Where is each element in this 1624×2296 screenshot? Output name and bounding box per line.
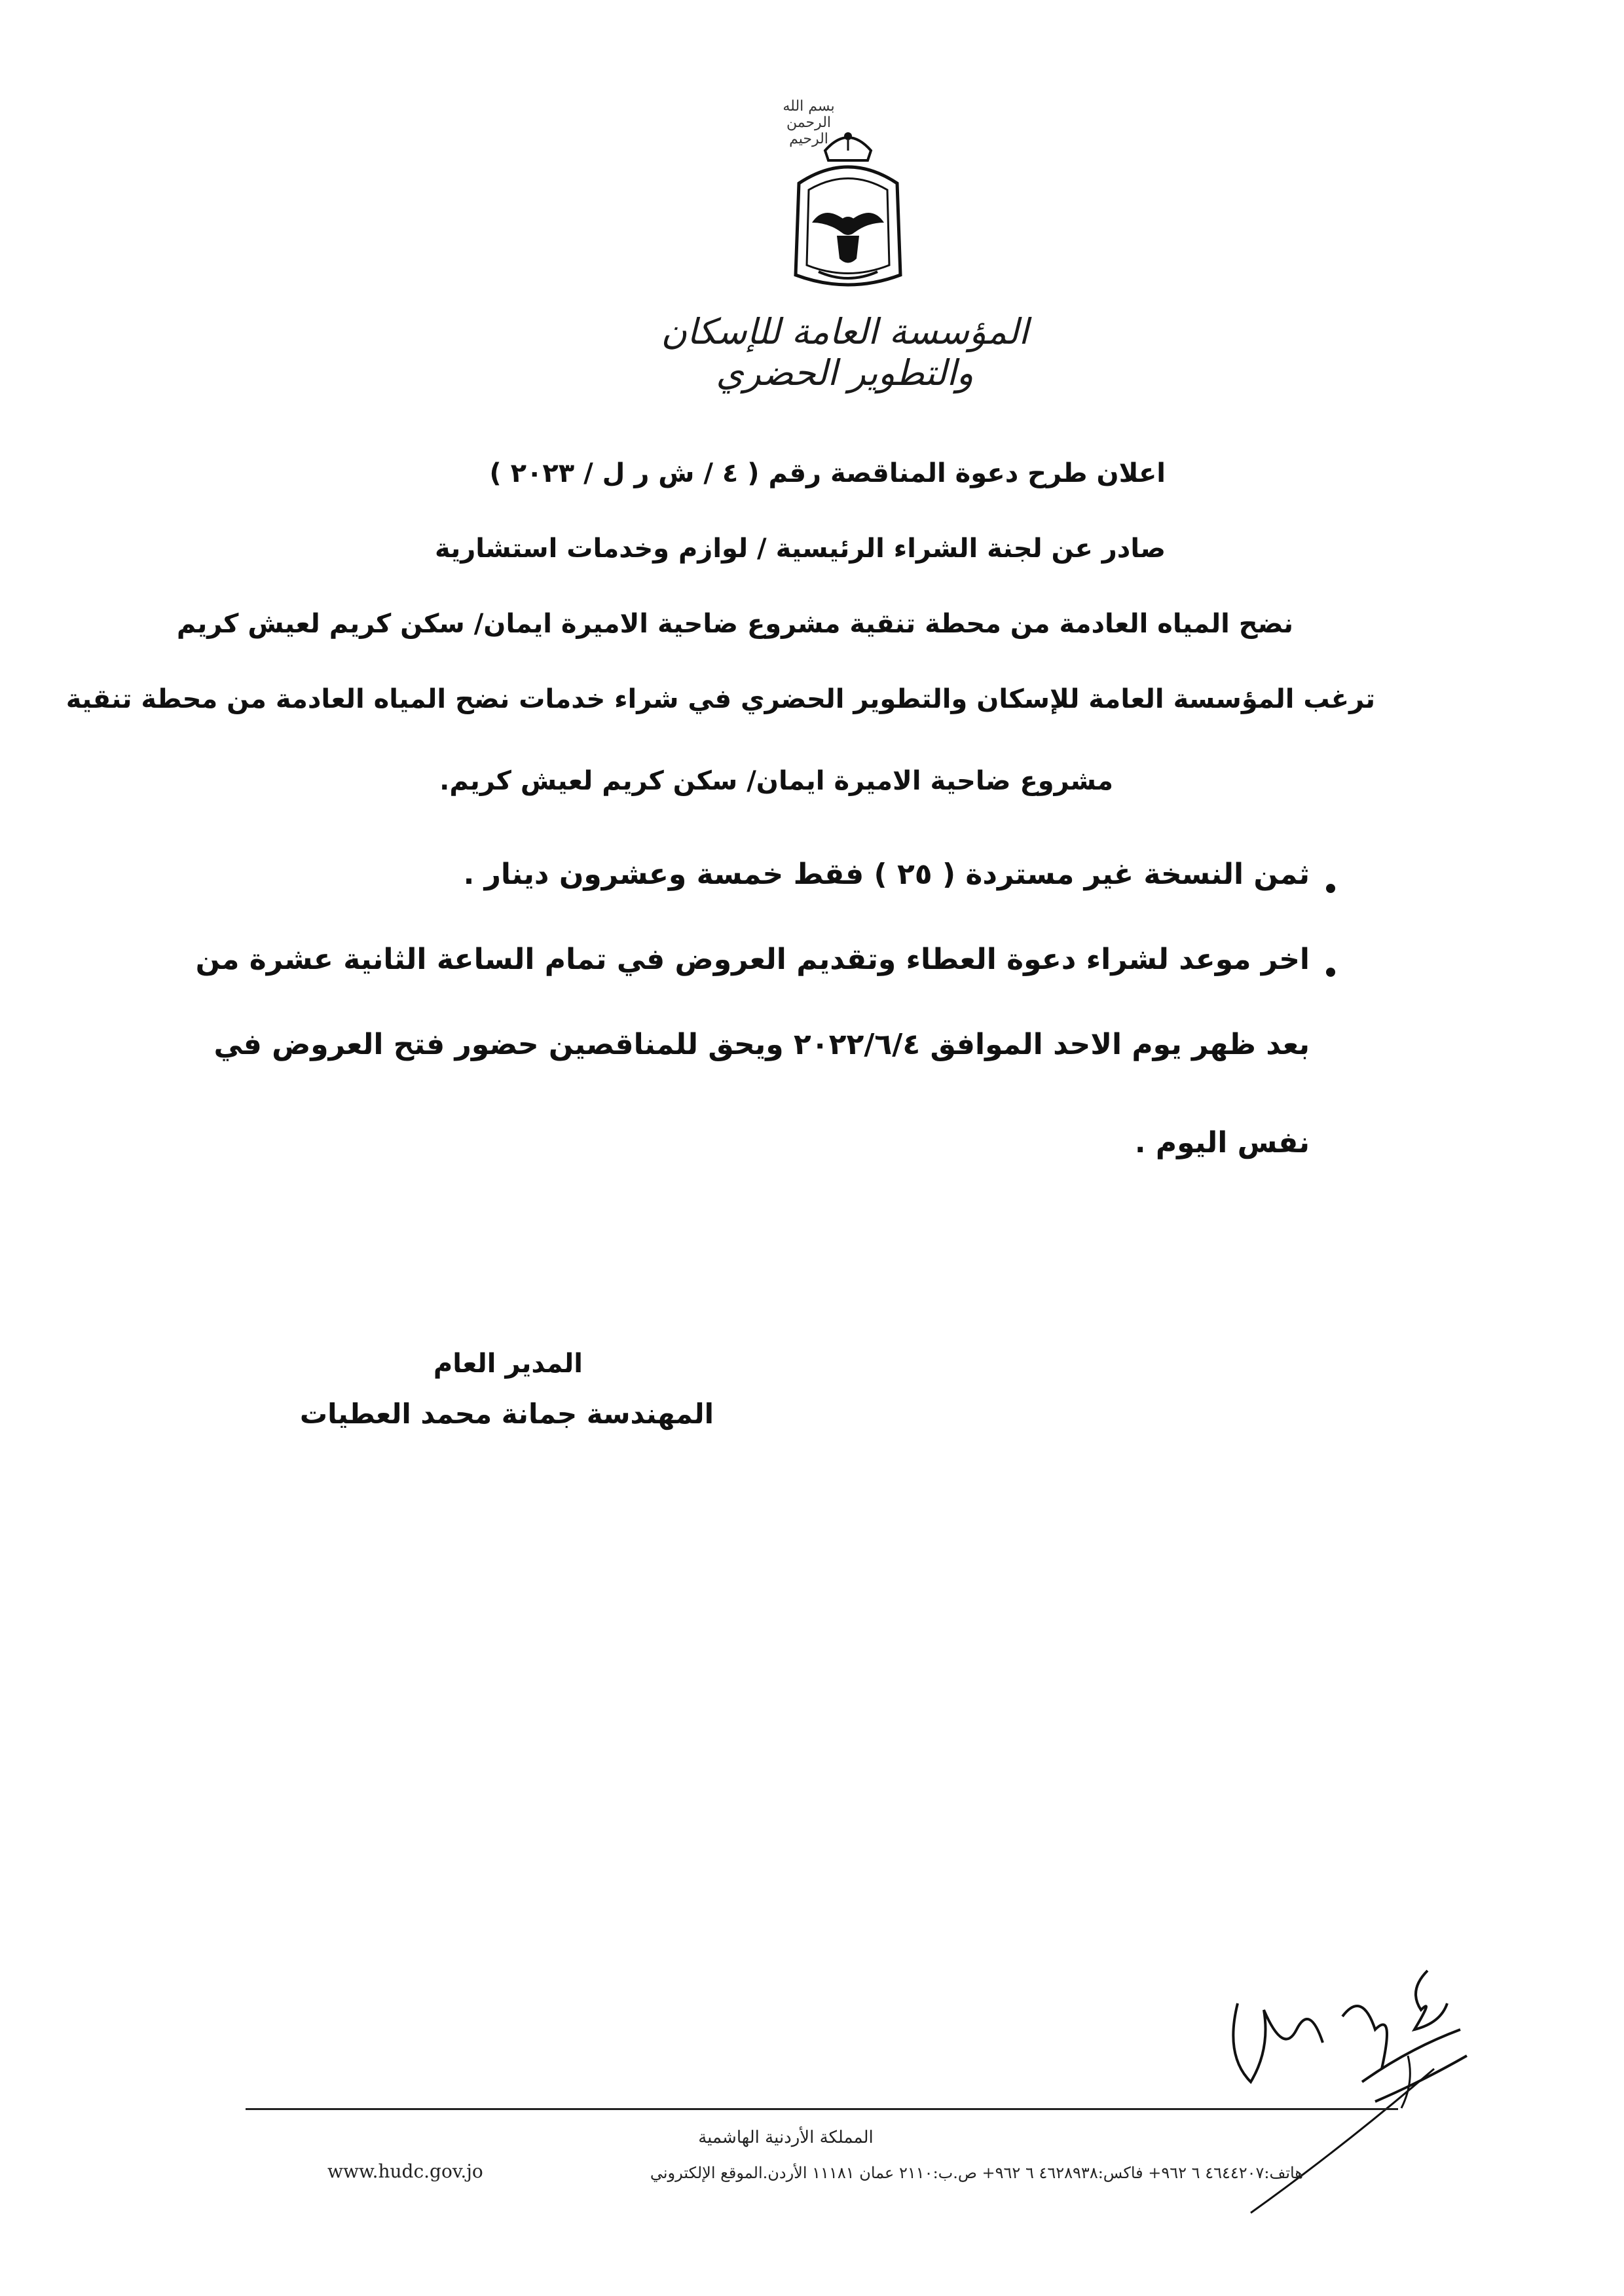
- bullet-deadline-line-2: بعد ظهر يوم الاحد الموافق ٢٠٢٢/٦/٤ ويحق للمناقصين حضور فتح العروض في: [213, 1028, 1310, 1061]
- signatory-title: المدير العام: [433, 1349, 583, 1379]
- tender-title: اعلان طرح دعوة المناقصة رقم ( ٤ / ش ر ل / ٢٠٢٣ ): [489, 458, 1166, 488]
- basmala-text: بسم الله الرحمن الرحيم: [783, 98, 835, 147]
- footer-divider: [246, 2108, 1398, 2110]
- footer-country: المملكة الأردنية الهاشمية: [698, 2128, 874, 2147]
- issuer-line: صادر عن لجنة الشراء الرئيسية / لوازم وخدمات استشارية: [434, 534, 1166, 564]
- bullet-deadline-line-3: نفس اليوم .: [1134, 1126, 1310, 1159]
- paragraph-line-1: ترغب المؤسسة العامة للإسكان والتطوير الحضري في شراء خدمات نضح المياه العادمة من محطة تنقية: [65, 684, 1375, 714]
- coat-of-arms-emblem: [779, 124, 917, 295]
- paragraph-line-2: مشروع ضاحية الاميرة ايمان/ سكن كريم لعيش كريم.: [439, 766, 1113, 796]
- footer-contact-info: هاتف:٤٦٤٤٢٠٧ ٦ ٩٦٢+ فاكس:٤٦٢٨٩٣٨ ٦ ٩٦٢+ ص.ب:٢١١٠ عمان ١١١٨١ الأردن.الموقع الإلكتروني: [650, 2164, 1303, 2182]
- bullet-icon: [1326, 884, 1335, 893]
- bullet-deadline-line-1: اخر موعد لشراء دعوة العطاء وتقديم العروض في تمام الساعة الثانية عشرة من: [195, 943, 1310, 976]
- footer-website-link[interactable]: www.hudc.gov.jo: [327, 2160, 483, 2182]
- organization-name: المؤسسة العامة للإسكان والتطوير الحضري: [661, 311, 1029, 393]
- handwritten-signature: [1211, 1951, 1486, 2226]
- bullet-icon: [1326, 968, 1335, 977]
- tender-subject: نضح المياه العادمة من محطة تنقية مشروع ضاحية الاميرة ايمان/ سكن كريم لعيش كريم: [176, 609, 1293, 639]
- signatory-name: المهندسة جمانة محمد العطيات: [299, 1398, 714, 1430]
- bullet-copy-price: ثمن النسخة غير مستردة ( ٢٥ ) فقط خمسة وعشرون دينار .: [463, 858, 1310, 891]
